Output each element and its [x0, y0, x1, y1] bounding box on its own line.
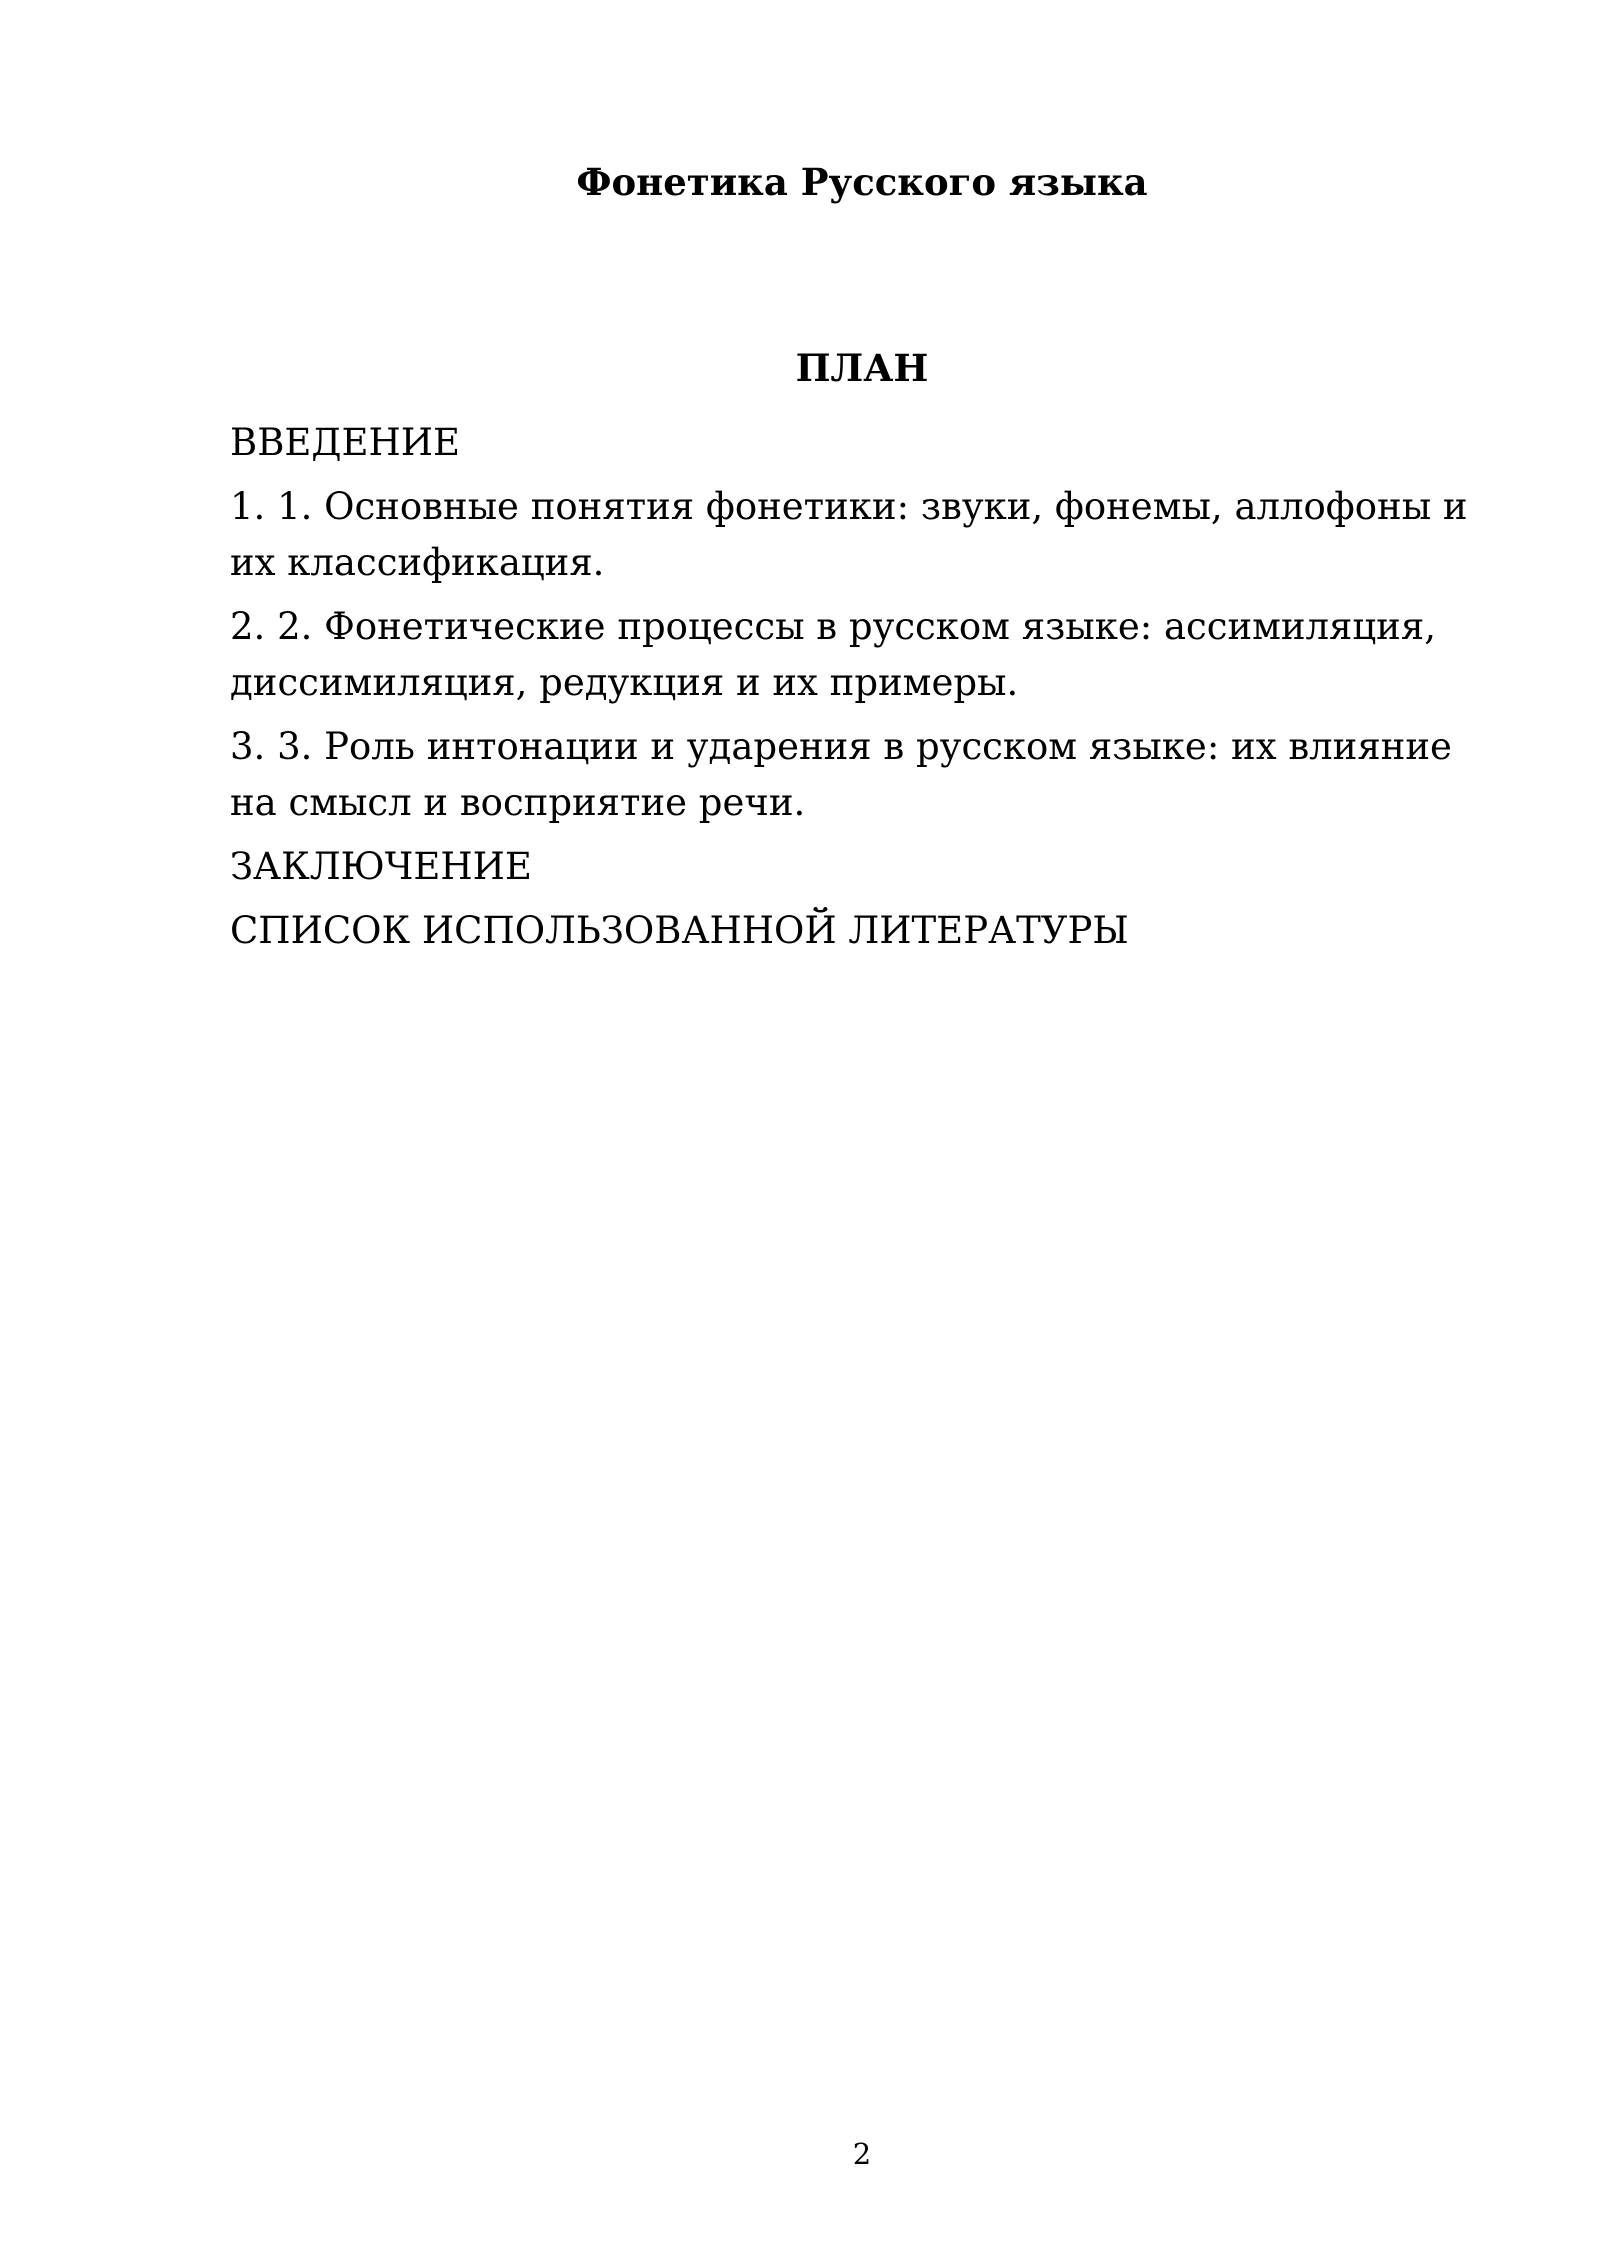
page-number: 2 [852, 2137, 872, 2171]
toc-entry-introduction: ВВЕДЕНИЕ [230, 421, 461, 464]
table-of-contents [230, 415, 1490, 967]
toc-entry-conclusion: ЗАКЛЮЧЕНИЕ [230, 845, 532, 888]
toc-entry-bibliography: СПИСОК ИСПОЛЬЗОВАННОЙ ЛИТЕРАТУРЫ [230, 909, 1129, 952]
toc-entry-chapter-2: 2. 2. Фонетические процессы в русском языке: ассимиляция, диссимиляция, редукция и их примеры. [230, 605, 1436, 704]
plan-heading: ПЛАН [795, 346, 929, 390]
toc-entry-chapter-3: 3. 3. Роль интонации и ударения в русском языке: их влияние на смысл и восприятие речи. [230, 725, 1452, 824]
document-title: Фонетика Русского языка [576, 160, 1148, 204]
toc-entry-chapter-1: 1. 1. Основные понятия фонетики: звуки, фонемы, аллофоны и их классификация. [230, 485, 1468, 584]
